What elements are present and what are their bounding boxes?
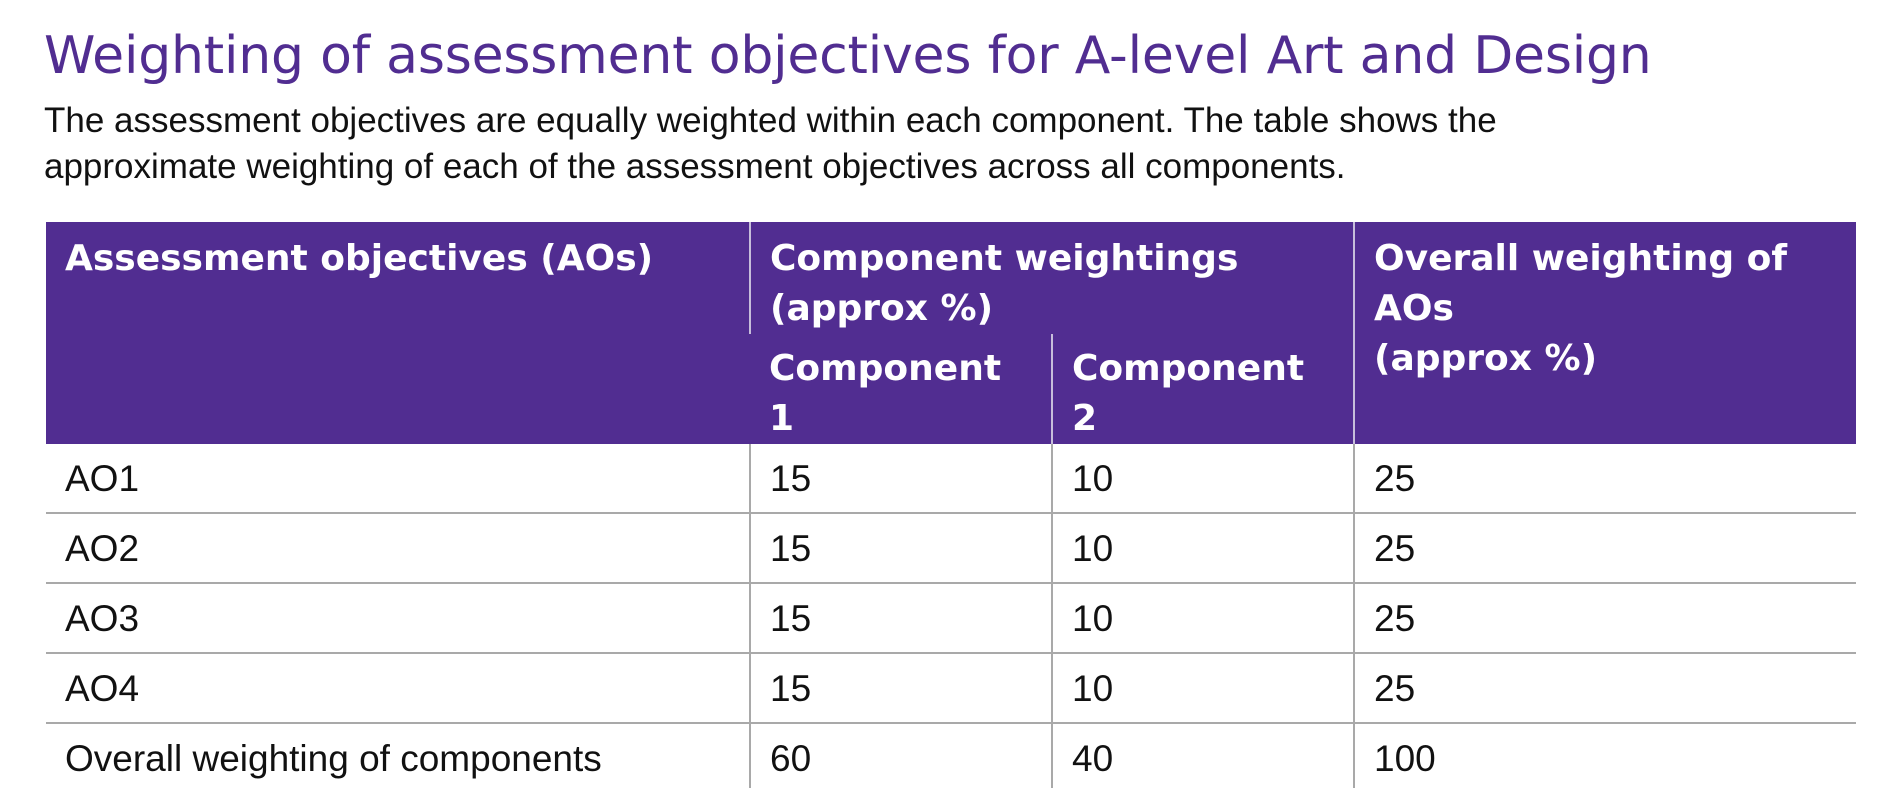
intro-line-2: approximate weighting of each of the assessment objectives across all components. <box>44 147 1346 186</box>
cell-component-2: 10 <box>1052 583 1354 653</box>
cell-overall: 25 <box>1354 513 1856 583</box>
cell-ao: AO2 <box>46 513 750 583</box>
cell-component-1: 15 <box>750 653 1052 723</box>
page-title: Weighting of assessment objectives for A-level Art and Design <box>44 26 1652 86</box>
header-overall-weighting-line1: Overall weighting of AOs <box>1374 238 1788 329</box>
cell-component-2: 40 <box>1052 723 1354 788</box>
cell-component-1: 15 <box>750 583 1052 653</box>
cell-component-2: 10 <box>1052 653 1354 723</box>
header-overall-weighting-line2: (approx %) <box>1374 338 1598 379</box>
cell-component-1: 60 <box>750 723 1052 788</box>
cell-overall: 25 <box>1354 583 1856 653</box>
cell-component-1: 15 <box>750 444 1052 513</box>
cell-overall: 25 <box>1354 653 1856 723</box>
assessment-weighting-table <box>46 222 1856 788</box>
cell-ao: AO4 <box>46 653 750 723</box>
cell-overall: 25 <box>1354 444 1856 513</box>
table-row <box>46 513 1856 583</box>
cell-ao: AO1 <box>46 444 750 513</box>
cell-ao: Overall weighting of components <box>46 723 750 788</box>
header-component-weightings-line1: Component weightings <box>770 238 1239 279</box>
header-component-weightings <box>750 222 1354 334</box>
cell-component-2: 10 <box>1052 513 1354 583</box>
intro-line-1: The assessment objectives are equally weighted within each component. The table shows the <box>44 101 1497 140</box>
intro-paragraph <box>44 98 1844 190</box>
header-component-weightings-line2: (approx %) <box>770 288 994 329</box>
table-header <box>46 222 1856 444</box>
header-overall-weighting <box>1354 222 1856 444</box>
table-row-total <box>46 723 1856 788</box>
table-row <box>46 583 1856 653</box>
cell-ao: AO3 <box>46 583 750 653</box>
table-row <box>46 444 1856 513</box>
table-body <box>46 444 1856 788</box>
table-row <box>46 653 1856 723</box>
cell-component-2: 10 <box>1052 444 1354 513</box>
cell-overall: 100 <box>1354 723 1856 788</box>
cell-component-1: 15 <box>750 513 1052 583</box>
header-assessment-objectives: Assessment objectives (AOs) <box>46 222 750 444</box>
header-component-1: Component 1 <box>750 334 1052 444</box>
header-component-2: Component 2 <box>1052 334 1354 444</box>
